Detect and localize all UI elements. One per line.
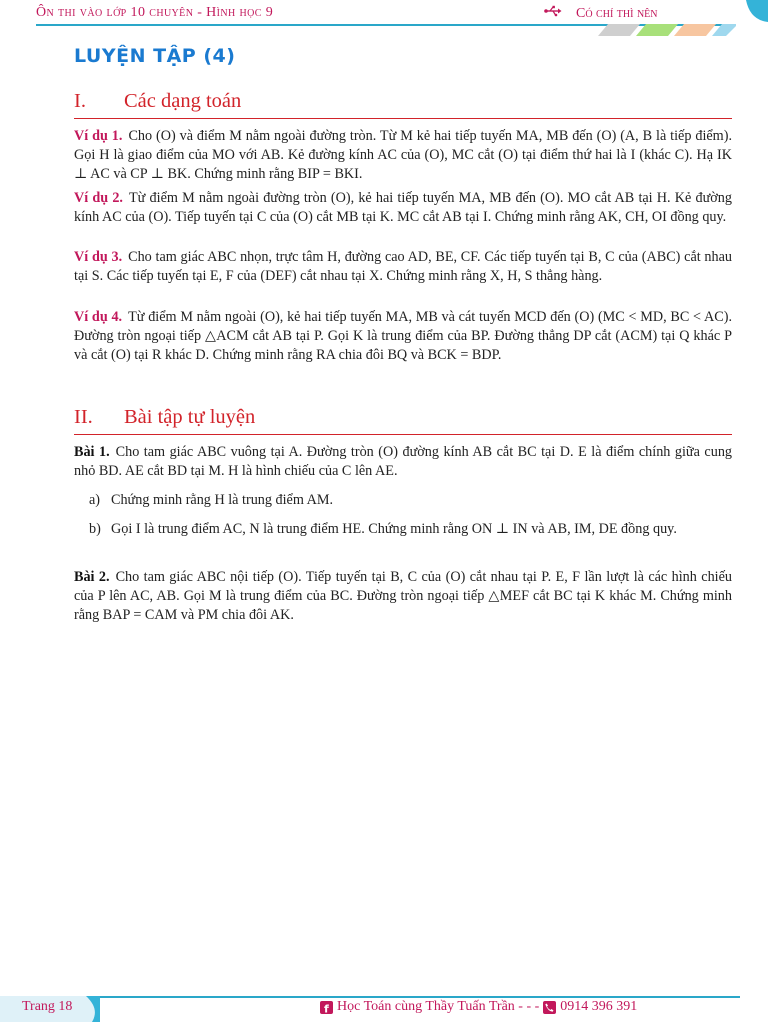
- facebook-icon: [320, 1001, 333, 1014]
- example-1: [74, 127, 732, 184]
- exercise-label: Bài 2.: [74, 569, 110, 585]
- exercise-1-part-a: [89, 491, 732, 510]
- part-label: b): [89, 521, 101, 537]
- footer-page-tab: [0, 996, 100, 1022]
- section-heading-1: [74, 90, 241, 113]
- example-text: Cho (O) và điểm M nằm ngoài đường tròn. Từ M kẻ hai tiếp tuyến MA, MB đến (O) (A, B là tiếp điểm). Gọi H là giao điểm của MO với AB. Kẻ đường kính AC của (O), MC cắt (O) tại điểm thứ hai là I (khác C). Hạ IK ⊥ AC và CP ⊥ BK. Chứng minh rằng BIP = BKI.: [74, 128, 732, 182]
- header-motto: [544, 5, 658, 22]
- example-2: [74, 189, 732, 227]
- svg-text:f: f: [324, 1002, 329, 1014]
- header-corner-decor: [740, 0, 768, 22]
- section-number: I.: [74, 90, 86, 112]
- phone-icon: [543, 1001, 556, 1014]
- exercise-text: Cho tam giác ABC vuông tại A. Đường tròn (O) đường kính AB cắt BC tại D. E là điểm chính giữa cung nhỏ BD. AE cắt BD tại M. H là hình chiếu của C lên AE.: [74, 444, 733, 479]
- exercise-label: Bài 1.: [74, 444, 110, 460]
- example-text: Từ điểm M nằm ngoài đường tròn (O), kẻ hai tiếp tuyến MA, MB đến (O). MO cắt AB tại H. Kẻ đường kính AC của (O). Tiếp tuyến tại C của (O) cắt MB tại K. MC cắt AB tại I. Chứng minh rằng AK, CH, OI đồng quy.: [74, 190, 732, 225]
- part-label: a): [89, 492, 101, 508]
- part-text: Gọi I là trung điểm AC, N là trung điểm HE. Chứng minh rằng ON ⊥ IN và AB, IM, DE đồng quy.: [111, 521, 677, 537]
- exercise-text: Cho tam giác ABC nội tiếp (O). Tiếp tuyến tại B, C của (O) cắt nhau tại P. E, F lần lượt là các hình chiếu của P lên AC, AB. Gọi M là trung điểm của BC. Đường tròn ngoại tiếp △MEF cắt BC tại K khác M. Chứng minh rằng BAP = CAM và PM chia đôi AK.: [74, 569, 733, 623]
- page-title: LUYỆN TẬP (4): [74, 45, 236, 67]
- header-title: Ôn thi vào lớp 10 chuyên - Hình học 9: [36, 5, 274, 20]
- example-3: [74, 248, 732, 286]
- usb-icon: [544, 5, 562, 22]
- footer-author: Học Toán cùng Thầy Tuấn Trần - - -: [337, 999, 540, 1014]
- example-label: Ví dụ 1.: [74, 128, 123, 144]
- section-number: II.: [74, 406, 93, 428]
- footer-rule: [100, 996, 740, 998]
- section-rule: [74, 118, 732, 119]
- section-title: Các dạng toán: [124, 90, 242, 112]
- section-rule: [74, 434, 732, 435]
- example-label: Ví dụ 2.: [74, 190, 123, 206]
- section-heading-2: [74, 406, 255, 429]
- example-label: Ví dụ 3.: [74, 249, 123, 265]
- section-title: Bài tập tự luyện: [124, 406, 256, 428]
- exercise-2: [74, 568, 732, 625]
- footer-credit: [320, 999, 637, 1015]
- part-text: Chứng minh rằng H là trung điểm AM.: [111, 492, 334, 508]
- example-label: Ví dụ 4.: [74, 309, 123, 325]
- example-text: Từ điểm M nằm ngoài (O), kẻ hai tiếp tuyến MA, MB và cát tuyến MCD đến (O) (MC < MD, BC < AC). Đường tròn ngoại tiếp △ACM cắt AB tại P. Gọi K là trung điểm của BP. Đường thẳng DP cắt (ACM) tại Q khác P và cắt (O) tại R khác D. Chứng minh rằng RA chia đôi BQ và BCK = BDP.: [74, 309, 733, 363]
- header-decor-stripes: [596, 24, 736, 38]
- footer-phone: 0914 396 391: [560, 999, 638, 1014]
- example-text: Cho tam giác ABC nhọn, trực tâm H, đường cao AD, BE, CF. Các tiếp tuyến tại B, C của (ABC) cắt nhau tại S. Các tiếp tuyến tại E, F của (DEF) cắt nhau tại X. Chứng minh rằng X, H, S thẳng hàng.: [74, 249, 733, 284]
- example-4: [74, 308, 732, 365]
- exercise-1-part-b: [89, 520, 732, 539]
- exercise-1: [74, 443, 732, 481]
- page-number: Trang 18: [22, 999, 73, 1014]
- header-motto-text: Có chí thì nên: [576, 5, 658, 21]
